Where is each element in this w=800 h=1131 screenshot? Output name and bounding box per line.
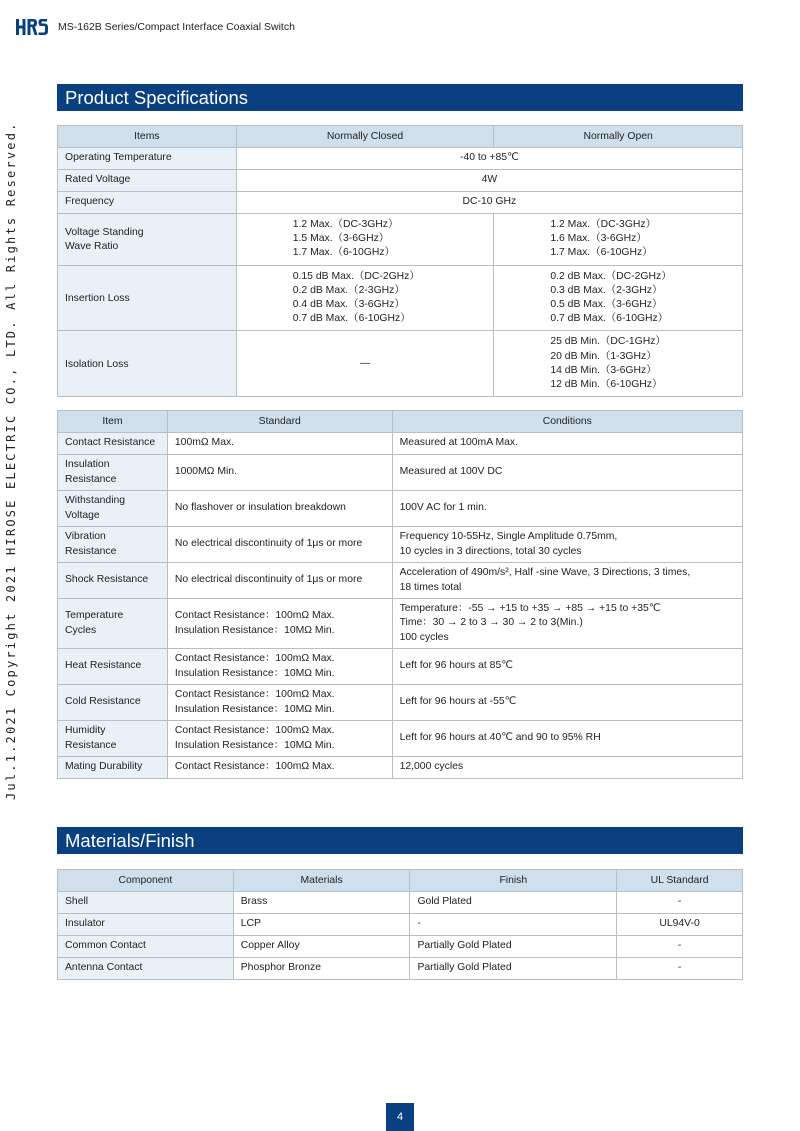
cell-line: Resistance	[65, 739, 117, 751]
cell-line: Voltage	[65, 509, 100, 521]
section-title-product-specifications: Product Specifications	[57, 84, 743, 111]
ul-standard-cell: -	[617, 958, 743, 980]
spec-item-label: Isolation Loss	[58, 331, 237, 397]
materials-cell: Copper Alloy	[233, 936, 410, 958]
std-item-label: Mating Durability	[58, 757, 168, 779]
std-conditions-value	[392, 527, 742, 563]
cell-line: 18 times total	[399, 581, 462, 593]
header-ul-standard: UL Standard	[617, 870, 743, 892]
ul-standard-cell: UL94V-0	[617, 914, 743, 936]
finish-cell: -	[410, 914, 617, 936]
cell-line: Contact Resistance：100mΩ Max.	[174, 610, 335, 622]
table-row	[58, 914, 743, 936]
cell-line: Temperature	[65, 610, 124, 622]
header-normally-closed: Normally Closed	[236, 126, 494, 148]
std-standard-value: Contact Resistance：100mΩ Max.	[167, 757, 392, 779]
std-standard-value: 1000MΩ Min.	[167, 455, 392, 491]
header-standard: Standard	[167, 411, 392, 433]
header-component: Component	[58, 870, 234, 892]
spec-shared-value: DC-10 GHz	[236, 192, 742, 214]
materials-cell: LCP	[233, 914, 410, 936]
copyright-side-note: Jul.1.2021 Copyright 2021 HIROSE ELECTRIC CO., LTD. All Rights Reserved.	[4, 121, 18, 800]
std-item-label	[58, 599, 168, 649]
spec-line: 1.7 Max.（6-10GHz）	[292, 247, 395, 259]
spec-line: 0.7 dB Max.（6-10GHz）	[292, 313, 411, 325]
header-items: Items	[58, 126, 237, 148]
cell-line: Acceleration of 490m/s², Half -sine Wave, 3 Directions, 3 times,	[399, 567, 691, 579]
table-row	[58, 936, 743, 958]
component-cell: Antenna Contact	[58, 958, 234, 980]
std-item-label	[58, 455, 168, 491]
standards-table	[57, 410, 743, 779]
materials-cell: Phosphor Bronze	[233, 958, 410, 980]
cell-line: Resistance	[65, 473, 117, 485]
spec-line: 0.4 dB Max.（3-6GHz）	[292, 299, 405, 311]
header-conditions: Conditions	[392, 411, 742, 433]
product-spec-table	[57, 125, 743, 397]
hrs-logo	[16, 18, 48, 36]
spec-line: 1.5 Max.（3-6GHz）	[292, 233, 390, 245]
ul-standard-cell: -	[617, 892, 743, 914]
table-row	[58, 563, 743, 599]
table-row	[58, 433, 743, 455]
table-row	[58, 265, 743, 331]
cell-line: Insulation Resistance：10MΩ Min.	[174, 739, 335, 751]
cell-line: Frequency 10-55Hz, Single Amplitude 0.75mm,	[399, 531, 618, 543]
spec-line: 0.3 dB Max.（2-3GHz）	[550, 284, 663, 296]
table-row	[58, 455, 743, 491]
std-item-label: Contact Resistance	[58, 433, 168, 455]
std-item-label: Cold Resistance	[58, 685, 168, 721]
spec-line: 1.2 Max.（DC-3GHz）	[292, 219, 399, 230]
spec-item-label: Rated Voltage	[58, 170, 237, 192]
std-conditions-value	[392, 599, 742, 649]
cell-line: Cycles	[65, 624, 97, 636]
spec-shared-value: 4W	[236, 170, 742, 192]
header-normally-open: Normally Open	[494, 126, 743, 148]
std-standard-value	[167, 685, 392, 721]
cell-line: 10 cycles in 3 directions, total 30 cycles	[399, 545, 582, 557]
finish-cell: Partially Gold Plated	[410, 936, 617, 958]
table-row	[58, 599, 743, 649]
std-standard-value: No electrical discontinuity of 1μs or more	[167, 563, 392, 599]
materials-cell: Brass	[233, 892, 410, 914]
table-row	[58, 721, 743, 757]
std-conditions-value: Measured at 100mA Max.	[392, 433, 742, 455]
spec-item-label: Operating Temperature	[58, 148, 237, 170]
cell-line: Contact Resistance：100mΩ Max.	[174, 653, 335, 665]
normally-open-value	[494, 331, 743, 397]
component-cell: Insulator	[58, 914, 234, 936]
normally-open-value	[494, 265, 743, 331]
normally-closed-value	[236, 214, 494, 266]
std-standard-value	[167, 599, 392, 649]
header-finish: Finish	[410, 870, 617, 892]
component-cell: Common Contact	[58, 936, 234, 958]
spec-line: 0.2 dB Max.（DC-2GHz）	[550, 270, 672, 282]
cell-line: Contact Resistance：100mΩ Max.	[174, 725, 335, 737]
section-title-materials-finish: Materials/Finish	[57, 827, 743, 854]
std-conditions-value	[392, 563, 742, 599]
cell-line: Voltage Standing	[65, 227, 144, 239]
table-row	[58, 958, 743, 980]
table-row	[58, 491, 743, 527]
table-header-row	[58, 870, 743, 892]
spec-line: 0.7 dB Max.（6-10GHz）	[550, 313, 669, 325]
spec-line: 1.2 Max.（DC-3GHz）	[550, 219, 657, 230]
cell-line: Insulation Resistance：10MΩ Min.	[174, 624, 335, 636]
std-item-label	[58, 721, 168, 757]
std-standard-value: No flashover or insulation breakdown	[167, 491, 392, 527]
spec-line: 0.2 dB Max.（2-3GHz）	[292, 284, 405, 296]
std-standard-value	[167, 721, 392, 757]
std-item-label: Shock Resistance	[58, 563, 168, 599]
std-standard-value: 100mΩ Max.	[167, 433, 392, 455]
page-header	[16, 17, 295, 37]
cell-line: Vibration	[65, 531, 106, 543]
spec-item-label: Insertion Loss	[58, 265, 237, 331]
table-row	[58, 757, 743, 779]
header-materials: Materials	[233, 870, 410, 892]
table-row	[58, 170, 743, 192]
table-row	[58, 685, 743, 721]
cell-line: Wave Ratio	[65, 241, 119, 253]
cell-line: Temperature：-55 → +15 to +35 → +85 → +15 to +35℃	[399, 603, 661, 615]
ul-standard-cell: -	[617, 936, 743, 958]
table-row	[58, 148, 743, 170]
table-header-row	[58, 411, 743, 433]
std-conditions-value: Left for 96 hours at 85℃	[392, 649, 742, 685]
materials-finish-table	[57, 869, 743, 980]
std-item-label: Heat Resistance	[58, 649, 168, 685]
component-cell: Shell	[58, 892, 234, 914]
cell-line: Insulation Resistance：10MΩ Min.	[174, 667, 335, 679]
cell-line: Insulation	[65, 459, 110, 471]
normally-closed-value: —	[236, 331, 494, 397]
std-conditions-value: Left for 96 hours at 40℃ and 90 to 95% RH	[392, 721, 742, 757]
spec-line: 20 dB Min.（1-3GHz）	[550, 350, 657, 362]
cell-line: Resistance	[65, 545, 117, 557]
std-standard-value	[167, 649, 392, 685]
std-conditions-value: Measured at 100V DC	[392, 455, 742, 491]
table-row	[58, 214, 743, 266]
std-item-label	[58, 491, 168, 527]
normally-open-value	[494, 214, 743, 266]
std-standard-value: No electrical discontinuity of 1μs or more	[167, 527, 392, 563]
table-header-row	[58, 126, 743, 148]
spec-item-label	[58, 214, 237, 266]
normally-closed-value	[236, 265, 494, 331]
spec-line: 0.5 dB Max.（3-6GHz）	[550, 299, 663, 311]
finish-cell: Gold Plated	[410, 892, 617, 914]
cell-line: 100 cycles	[399, 631, 449, 643]
spec-line: 14 dB Min.（3-6GHz）	[550, 364, 657, 376]
spec-line: 12 dB Min.（6-10GHz）	[550, 379, 663, 391]
table-row	[58, 649, 743, 685]
std-conditions-value: 100V AC for 1 min.	[392, 491, 742, 527]
cell-line: Time：30 → 2 to 3 → 30 → 2 to 3(Min.)	[399, 617, 583, 629]
std-conditions-value: 12,000 cycles	[392, 757, 742, 779]
table-row	[58, 527, 743, 563]
spec-item-label: Frequency	[58, 192, 237, 214]
std-conditions-value: Left for 96 hours at -55℃	[392, 685, 742, 721]
table-row	[58, 892, 743, 914]
document-title: MS-162B Series/Compact Interface Coaxial Switch	[58, 21, 295, 33]
spec-line: 0.15 dB Max.（DC-2GHz）	[292, 270, 420, 282]
spec-line: 1.6 Max.（3-6GHz）	[550, 233, 647, 245]
cell-line: Insulation Resistance：10MΩ Min.	[174, 703, 335, 715]
table-row	[58, 192, 743, 214]
cell-line: Humidity	[65, 725, 106, 737]
spec-shared-value: -40 to +85℃	[236, 148, 742, 170]
table-row	[58, 331, 743, 397]
page-number: 4	[386, 1103, 414, 1131]
cell-line: Withstanding	[65, 495, 126, 507]
cell-line: Contact Resistance：100mΩ Max.	[174, 689, 335, 701]
header-item: Item	[58, 411, 168, 433]
spec-line: 1.7 Max.（6-10GHz）	[550, 247, 653, 259]
spec-line: 25 dB Min.（DC-1GHz）	[550, 336, 666, 348]
finish-cell: Partially Gold Plated	[410, 958, 617, 980]
std-item-label	[58, 527, 168, 563]
